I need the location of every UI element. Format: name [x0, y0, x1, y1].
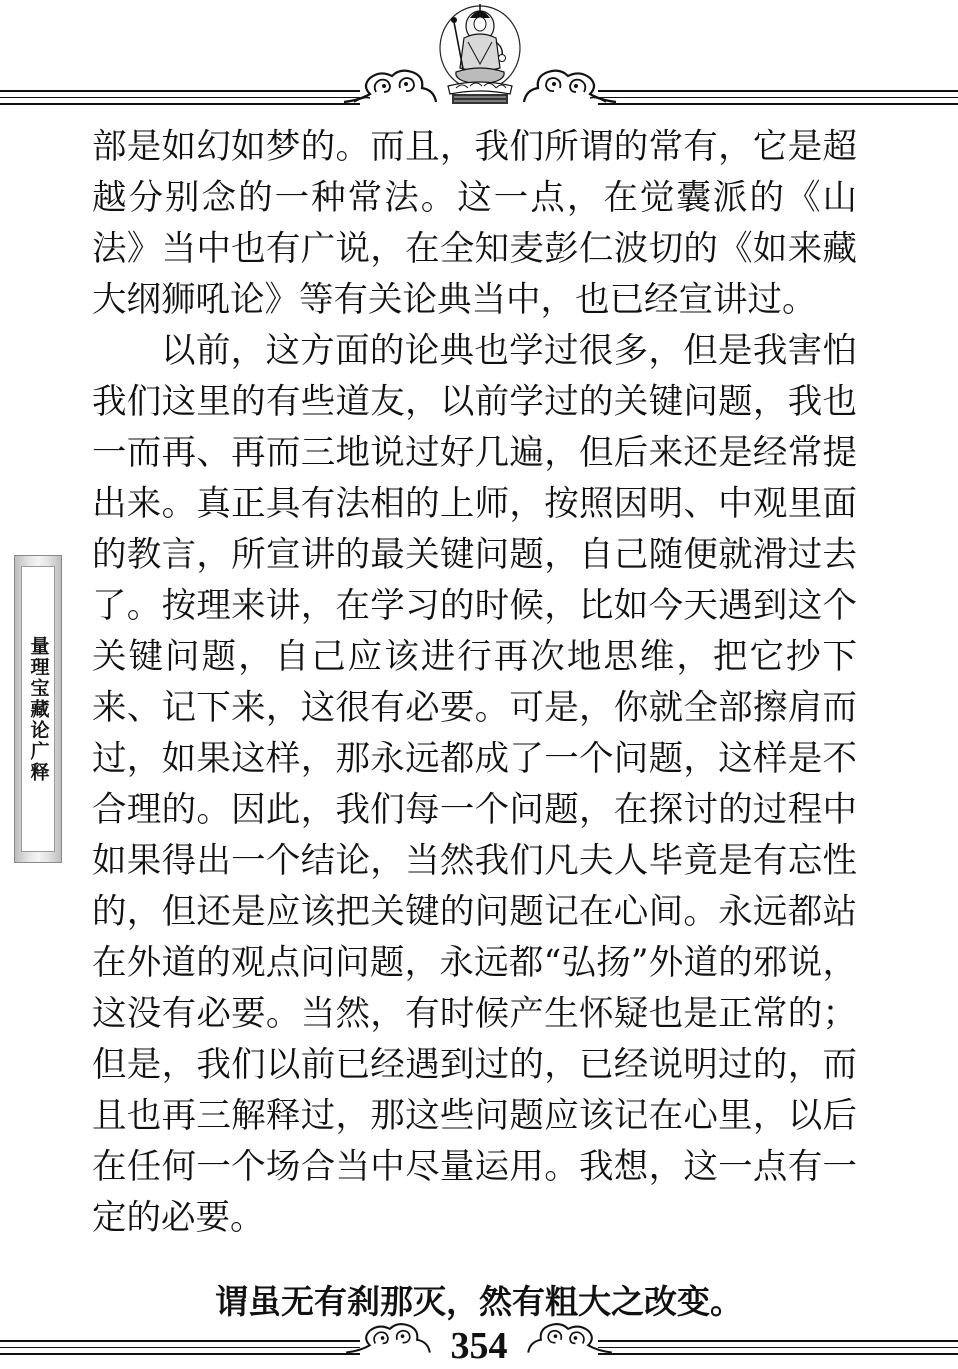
header-rule-left-thin [0, 97, 360, 98]
footer-rule-left-2 [0, 1353, 360, 1355]
book-title-tab [14, 555, 62, 863]
footer-rule-right-2 [598, 1353, 958, 1355]
header-rule-left [0, 90, 360, 92]
page-number: 354 [450, 1325, 508, 1367]
footer-rule-right-thin [598, 1347, 958, 1348]
footer-rule-left-thin [0, 1347, 360, 1348]
book-title-tab-inner [21, 566, 55, 852]
deity-figure-icon [430, 2, 530, 106]
cloud-scroll-icon [340, 64, 440, 108]
header-rule-right-2 [598, 103, 958, 105]
paragraph: 部是如幻如梦的。而且，我们所谓的常有，它是超越分别念的一种常法。这一点，在觉囊派的《山法》当中也有广说，在全知麦彭仁波切的《如来藏大纲狮吼论》等有关论典当中，也已经宣讲过。 [92, 127, 857, 320]
footer-rule-left [0, 1340, 360, 1342]
header-rule-right-thin [598, 97, 958, 98]
cloud-scroll-icon [520, 64, 620, 108]
paragraph: 以前，这方面的论典也学过很多，但是我害怕我们这里的有些道友，以前学过的关键问题，我也一而再、再而三地说过好几遍，但后来还是经常提出来。真正具有法相的上师，按照因明、中观里面的教言，所宣讲的最关键问题，自己随便就滑过去了。按理来讲，在学习的时候，比如今天遇到这个关键问题，自己应该进行再次地思维，把它抄下来、记下来，这很有必要。可是，你就全部擦肩而过，如果这样，那永远都成了一个问题，这样是不合理的。因此，我们每一个问题，在探讨的过程中如果得出一个结论，当然我们凡夫人毕竟是有忘性的，但还是应该把关键的问题记在心间。永远都站在外道的观点问问题，永远都“弘扬”外道的邪说，这没有必要。当然，有时候产生怀疑也是正常的；但是，我们以前已经遇到过的，已经说明过的，而且也再三解释过，那这些问题应该记在心里，以后在任何一个场合当中尽量运用。我想，这一点有一定的必要。 [92, 331, 857, 1238]
verse-line: 谓虽无有刹那灭，然有粗大之改变。 [215, 1282, 743, 1321]
cloud-scroll-icon [340, 1318, 436, 1358]
page-header [0, 0, 958, 110]
header-rule-left-2 [0, 103, 360, 105]
footer-rule-right [598, 1340, 958, 1342]
book-title: 量理宝藏论广释 [27, 635, 50, 783]
cloud-scroll-icon [522, 1318, 618, 1358]
body-text [92, 122, 857, 1244]
header-rule-right [598, 90, 958, 92]
